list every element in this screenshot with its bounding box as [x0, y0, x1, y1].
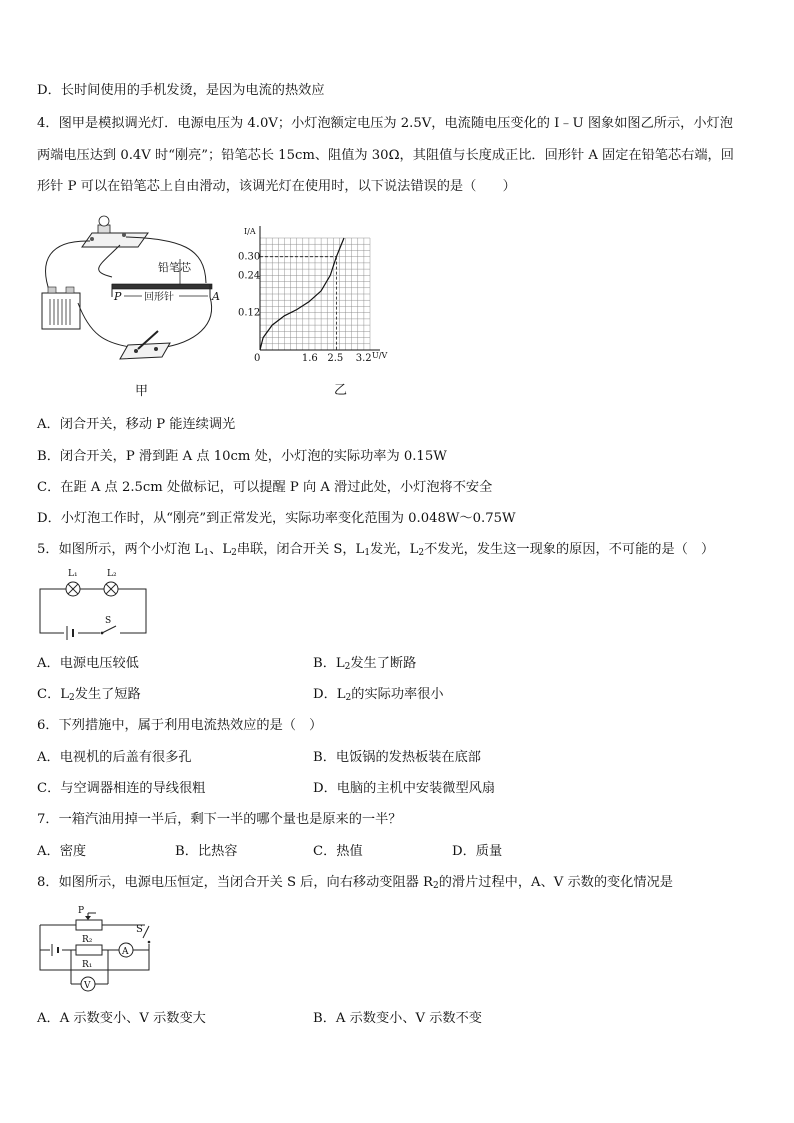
label-l1: L₁	[68, 569, 78, 579]
x-tick-label: 1.6	[301, 353, 318, 364]
q4-stem-line2: 两端电压达到 0.4V 时“刚亮”；铅笔芯长 15cm、阻值为 30Ω，其阻值与长度成正比．回形针 A 固定在铅笔芯右端，回	[37, 148, 734, 163]
q6-option-c: C．与空调器相连的导线很粗	[37, 781, 206, 796]
paperclip-label: 回形针	[144, 292, 174, 303]
q5-option-c: C．$L_2$发生了短路	[37, 687, 141, 703]
q7-stem: 7．一箱汽油用掉一半后，剩下一半的哪个量也是原来的一半？	[37, 812, 402, 827]
x-tick-label: 3.2	[355, 353, 372, 364]
q5-circuit-figure	[36, 565, 151, 643]
q5-option-b: B．$L_2$发生了断路	[313, 656, 417, 672]
label-r1: R₁	[82, 960, 93, 970]
label-r2: R₂	[82, 935, 93, 945]
q4-option-b: B．闭合开关，P 滑到距 A 点 10cm 处，小灯泡的实际功率为 0.15W	[37, 449, 447, 464]
q8-option-b: B．A 示数变小、V 示数不变	[313, 1011, 482, 1026]
q4-option-d: D．小灯泡工作时，从“刚亮”到正常发光，实际功率变化范围为 0.048W～0.75W	[37, 511, 516, 526]
q8-stem: 8．如图所示，电源电压恒定，当闭合开关 S 后，向右移动变阻器 $R_2$的滑片过程中，A、V 示数的变化情况是	[37, 875, 673, 891]
label-a: A	[122, 947, 129, 957]
q3-option-d: D．长时间使用的手机发烫，是因为电流的热效应	[37, 83, 325, 98]
q6-option-d: D．电脑的主机中安装微型风扇	[313, 781, 496, 796]
label-p: P	[78, 906, 85, 916]
lamp-l1-icon	[66, 582, 80, 596]
label-v: V	[84, 981, 91, 991]
x-axis-label: U/V	[372, 351, 388, 360]
q8-option-a: A．A 示数变小、V 示数变大	[37, 1011, 206, 1026]
q7-option-b: B．比热容	[175, 844, 238, 859]
figure-yi-caption: 乙	[334, 383, 348, 398]
q8-circuit-figure	[36, 902, 161, 998]
label-p: P	[114, 290, 122, 303]
pencil-lead-label: 铅笔芯	[158, 261, 191, 274]
q7-option-c: C．热值	[313, 844, 363, 859]
figure-jia-caption: 甲	[135, 384, 149, 399]
y-tick-label: 0.30	[238, 251, 261, 263]
q5-stem: 5．如图所示，两个小灯泡 $L_1$、$L_2$串联，闭合开关 S，$L_1$发光，$L_2$不发光，发生这一现象的原因，不可能的是（ ）	[37, 542, 715, 558]
x-tick-label: 0	[254, 353, 261, 364]
q4-stem-line1: 4．图甲是模拟调光灯．电源电压为 4.0V；小灯泡额定电压为 2.5V，电流随电压变化的 I﹣U 图象如图乙所示，小灯泡	[37, 116, 733, 131]
label-s: S	[136, 924, 143, 935]
label-l2: L₂	[107, 569, 117, 579]
q7-option-d: D．质量	[452, 844, 503, 859]
q4-figure-jia	[30, 215, 230, 400]
q5-option-d: D．$L_2$的实际功率很小	[313, 687, 444, 703]
q4-stem-line3: 形针 P 可以在铅笔芯上自由滑动，该调光灯在使用时，以下说法错误的是（ ）	[37, 179, 516, 194]
q6-option-a: A．电视机的后盖有很多孔	[37, 750, 192, 765]
q5-option-a: A．电源电压较低	[37, 656, 139, 671]
q4-option-a: A．闭合开关，移动 P 能连续调光	[37, 417, 236, 432]
label-s: S	[105, 616, 112, 626]
label-a: A	[212, 290, 220, 303]
q6-option-b: B．电饭锅的发热板装在底部	[313, 750, 481, 765]
x-tick-label: 2.5	[327, 353, 344, 364]
q4-option-c: C．在距 A 点 2.5cm 处做标记，可以提醒 P 向 A 滑过此处，小灯泡将不安全	[37, 480, 493, 495]
q7-option-a: A．密度	[37, 844, 87, 859]
y-tick-label: 0.24	[238, 270, 261, 282]
y-tick-label: 0.12	[238, 307, 261, 319]
q4-figure-yi-iu-chart	[232, 222, 402, 400]
q6-stem: 6．下列措施中，属于利用电流热效应的是（ ）	[37, 718, 323, 733]
lamp-l2-icon	[104, 582, 118, 596]
y-axis-label: I/A	[244, 227, 256, 236]
